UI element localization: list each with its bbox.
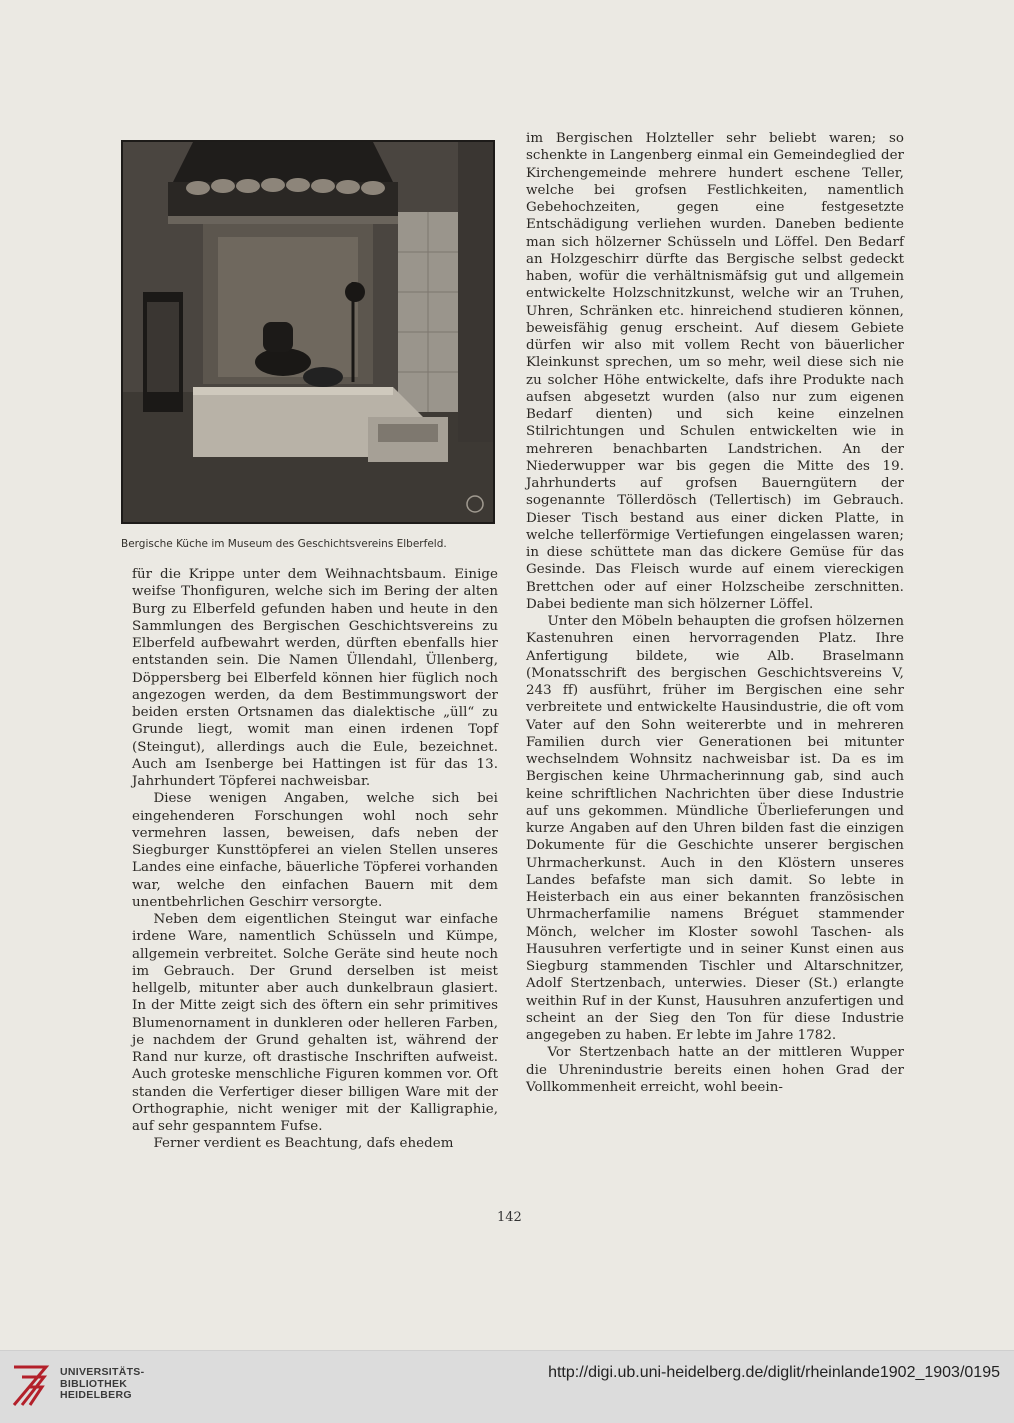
paragraph: Ferner verdient es Beachtung, dafs ehedem bbox=[153, 1136, 454, 1152]
permalink-url[interactable]: http://digi.ub.uni-heidelberg.de/diglit/rheinlande1902_1903/0195 bbox=[548, 1364, 1000, 1381]
library-name-line: UNIVERSITÄTS- bbox=[60, 1366, 145, 1378]
library-name-line: HEIDELBERG bbox=[60, 1389, 132, 1401]
paragraph: im Bergischen Holzteller sehr beliebt waren; so schenkte in Langenberg einmal ein Gemeindeglied der Kirchengemeinde mehrere hundert eschene Teller, welche bei grofsen Festlichkeiten, namentlich Gebehochzeiten, gegen eine festgesetzte Entschädigung verliehen wurden. Daneben bediente man sich hölzerner Schüsseln und Löffel. Den Bedarf an Holzgeschirr dürfte das Bergische selbst gedeckt haben, wofür die verhältnismäfsig gut und allgemein entwickelte Holzschnitzkunst, welche wir an Truhen, Uhren, Schränken etc. hinreichend studieren können, beweisfähig genug erscheint. Auf diesem Gebiete dürfen wir also mit vollem Recht von bäuerlicher Kleinkunst sprechen, um so mehr, weil diese sich nie zu solcher Höhe entwickelte, dafs ihre Produkte nach aufsen abgesetzt wurden (also nur zum eigenen Bedarf dienten) und sich keine einzelnen Stilrichtungen und Schulen entwickelten wie in mehreren benachbarten Landstrichen. An der Niederwupper war bis gegen die Mitte des 19. Jahrhunderts auf grofsen Bauerngütern der sogenannte Töllerdösch (Tellertisch) im Gebrauch. Dieser Tisch bestand aus einer dicken Platte, in welche tellerförmige Vertiefungen eingelassen waren; in diese schüttete man das dickere Gemüse für das Gesinde. Das Fleisch wurde auf einem viereckigen Brettchen oder auf einer Holzscheibe zerschnitten. Dabei bediente man sich hölzerner Löffel. bbox=[526, 131, 904, 612]
left-text-column bbox=[132, 566, 498, 1153]
logo-strokes bbox=[14, 1367, 46, 1405]
library-name bbox=[60, 1367, 144, 1402]
library-footer-bar bbox=[0, 1350, 1014, 1423]
university-library-logo-icon bbox=[10, 1361, 50, 1411]
paragraph: Vor Stertzenbach hatte an der mittleren Wupper die Uhrenindustrie bereits einen hohen Grad der Vollkommenheit erreicht, wohl beein- bbox=[526, 1045, 904, 1095]
right-text-column bbox=[526, 130, 904, 1096]
paragraph: Unter den Möbeln behaupten die grofsen hölzernen Kastenuhren einen hervorragenden Platz. Ihre Anfertigung bildete, wie Alb. Braselmann (Monatsschrift des bergischen Geschichtsvereins V, 243 ff) ausführt, früher im Bergischen eine sehr verbreitete und entwickelte Hausindustrie, die oft vom Vater auf den Sohn weitererbte und in mehreren Familien durch vier Generationen bei mitunter wechselndem Wohnsitz nachweisbar ist. Da es im Bergischen keine Uhrmacherinnung gab, sind auch keine schriftlichen Nachrichten über diese Industrie auf uns gekommen. Mündliche Überlieferungen und kurze Angaben auf den Uhren bilden fast die einzigen Dokumente für die Geschichte unserer bergischen Uhrmacherkunst. Auch in den Klöstern unseres Landes befafste man sich damit. So lebte in Heisterbach ein aus einer bekannten französischen Uhrmacherfamilie namens Bréguet stammender Mönch, welcher im Kloster sowohl Taschen- als Hausuhren verfertigte und in seiner Kunst einen aus Siegburg stammenden Tischler und Altarschnitzer, Adolf Stertzenbach, unterwies. Dieser (St.) erlangte weithin Ruf in der Kunst, Hausuhren anzufertigen und scheint an der Sieg den Ton für diese Industrie angegeben zu haben. Er lebte im Jahre 1782. bbox=[526, 614, 904, 1043]
figure-caption: Bergische Küche im Museum des Geschichtsvereins Elberfeld. bbox=[121, 538, 447, 550]
paragraph: Diese wenigen Angaben, welche sich bei eingehenderen Forschungen wohl noch sehr vermehren lassen, beweisen, dafs neben der Siegburger Kunsttöpferei an vielen Stellen unseres Landes eine einfache, bäuerliche Töpferei vorhanden war, welche den einfachen Bauern mit dem unentbehrlichen Geschirr versorgte. bbox=[132, 791, 498, 910]
paragraph: Neben dem eigentlichen Steingut war einfache irdene Ware, namentlich Schüsseln und Kümpe, allgemein verbreitet. Solche Geräte sind heute noch im Gebrauch. Der Grund derselben ist meist hellgelb, mitunter aber auch dunkelbraun glasiert. In der Mitte zeigt sich des öftern ein sehr primitives Blumenornament in dunkleren oder helleren Farben, je nachdem der Grund gehalten ist, während der Rand nur kurze, oft drastische Inschriften aufweist. Auch groteske menschliche Figuren kommen vor. Oft standen die Verfertiger dieser billigen Ware mit der Orthographie, nicht weniger mit der Kalligraphie, auf sehr gespanntem Fufse. bbox=[132, 912, 498, 1134]
kitchen-photo-illustration bbox=[123, 142, 493, 522]
kitchen-photograph bbox=[121, 140, 495, 524]
page-number: 142 bbox=[497, 1210, 522, 1225]
library-name-line: BIBLIOTHEK bbox=[60, 1377, 128, 1390]
paragraph: für die Krippe unter dem Weihnachtsbaum. Einige weifse Thonfiguren, welche sich im Bering der alten Burg zu Elberfeld gefunden haben und heute in den Sammlungen des Bergischen Geschichtsvereins zu Elberfeld aufbewahrt werden, dürften ebenfalls hier entstanden sein. Die Namen Üllendahl, Üllenberg, Döppersberg bei Elberfeld können hier füglich noch angezogen werden, da dem Bestimmungswort der beiden ersten Ortsnamen das dialektische „üll“ zu Grunde liegt, womit man einen irdenen Topf (Steingut), allerdings auch die Eule, bezeichnet. Auch am Isenberge bei Hattingen ist für das 13. Jahrhundert Töpferei nachweisbar. bbox=[132, 567, 498, 789]
